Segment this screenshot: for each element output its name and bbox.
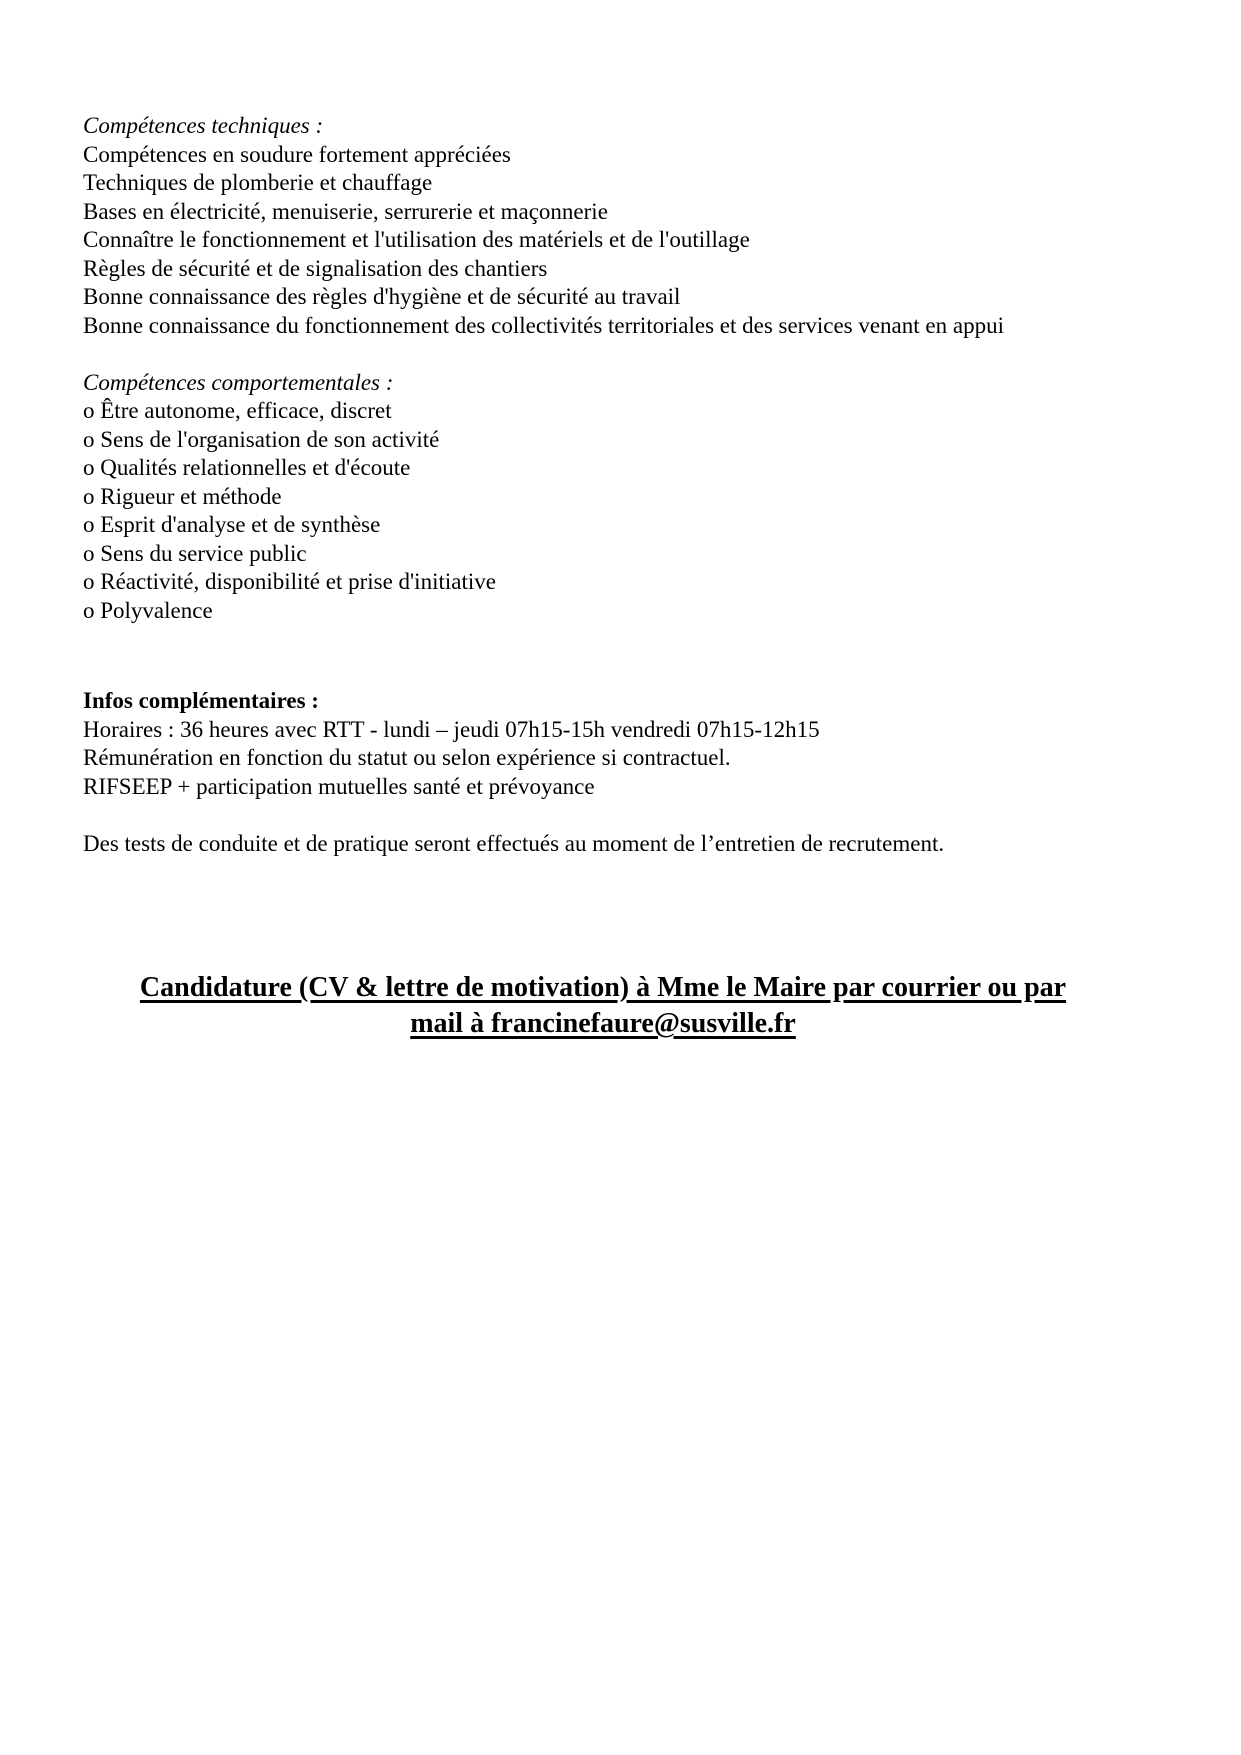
blank-line [83,340,1123,369]
list-item: o Rigueur et méthode [83,483,282,509]
section-competences-comportementales [83,369,1123,626]
text-line: Compétences en soudure fortement appréciées [83,141,511,167]
section-heading: Compétences comportementales : [83,369,394,395]
list-item: o Réactivité, disponibilité et prise d'initiative [83,569,496,594]
list-item: o Polyvalence [83,597,213,623]
list-item: o Sens de l'organisation de son activité [83,426,440,452]
text-line: Bonne connaissance du fonctionnement des collectivités territoriales et des services venant en appui [83,312,1004,338]
text-line: Connaître le fonctionnement et l'utilisation des matériels et de l'outillage [83,227,750,252]
candidature-line-2: mail à francinefaure@susville.fr [410,1008,796,1039]
candidature-line-1: Candidature (CV & lettre de motivation) à Mme le Maire par courrier ou par [139,972,1067,1003]
section-heading: Infos complémentaires : [83,688,319,713]
text-line: Techniques de plomberie et chauffage [83,170,433,195]
list-item: o Qualités relationnelles et d'écoute [83,455,411,480]
text-line: Horaires : 36 heures avec RTT - lundi – jeudi 07h15-15h vendredi 07h15-12h15 [83,716,820,742]
text-line: Bonne connaissance des règles d'hygiène et de sécurité au travail [83,284,681,309]
text-line: RIFSEEP + participation mutuelles santé et prévoyance [83,773,595,799]
text-line: Rémunération en fonction du statut ou selon expérience si contractuel. [83,745,731,770]
section-infos-complementaires [83,687,1123,801]
section-heading: Compétences techniques : [83,113,324,138]
list-item: o Esprit d'analyse et de synthèse [83,512,381,537]
blank-gap [83,858,1123,970]
blank-gap [83,625,1123,687]
list-item: o Sens du service public [83,540,307,566]
note-line: Des tests de conduite et de pratique seront effectués au moment de l’entretien de recrutement. [83,830,945,856]
list-item: o Être autonome, efficace, discret [83,398,392,423]
blank-line [83,801,1123,830]
text-line: Règles de sécurité et de signalisation des chantiers [83,255,548,281]
text-line: Bases en électricité, menuiserie, serrurerie et maçonnerie [83,198,608,224]
section-competences-techniques [83,112,1123,340]
document-content [83,112,1123,1042]
candidature-heading [83,970,1123,1042]
